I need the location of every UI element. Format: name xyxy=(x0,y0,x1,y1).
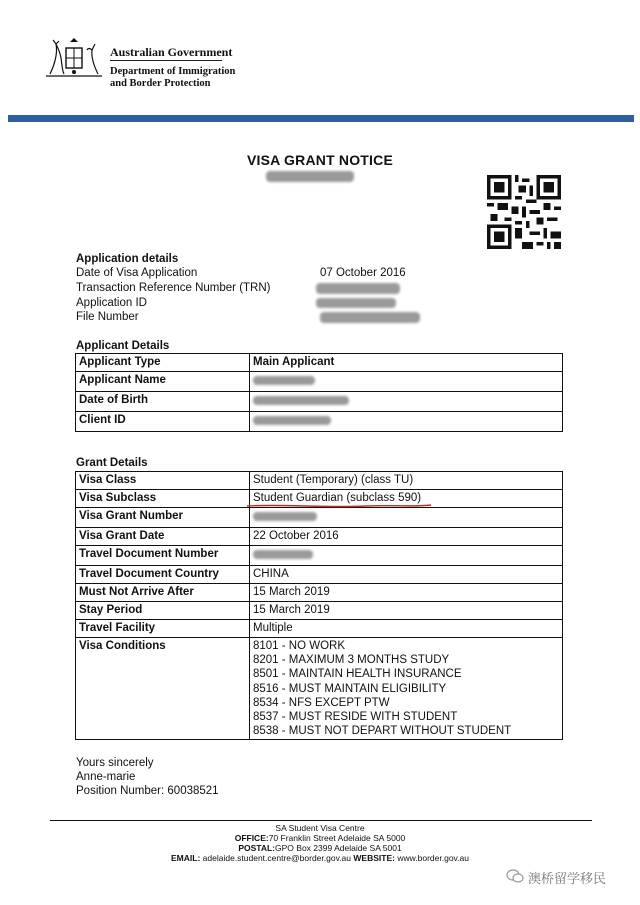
visa-grant-number-label: Visa Grant Number xyxy=(76,508,250,528)
file-number-label: File Number xyxy=(76,311,139,323)
condition-item: 8501 - MAINTAIN HEALTH INSURANCE xyxy=(253,668,462,681)
closing-text: Yours sincerely xyxy=(76,757,154,769)
must-not-arrive-after-label: Must Not Arrive After xyxy=(76,584,250,602)
table-row xyxy=(76,392,563,412)
applicant-details-heading: Applicant Details xyxy=(76,340,170,352)
table-row xyxy=(76,584,563,602)
red-underline-annotation xyxy=(246,503,432,509)
visa-subclass-value: Student Guardian (subclass 590) xyxy=(250,490,563,508)
wechat-icon xyxy=(506,868,524,884)
government-name: Australian Government xyxy=(110,45,233,59)
table-row xyxy=(76,602,563,620)
visa-class-value: Student (Temporary) (class TU) xyxy=(250,472,563,490)
redacted-client-id xyxy=(253,416,331,425)
signatory-name: Anne-marie xyxy=(76,771,136,783)
date-of-application-label: Date of Visa Application xyxy=(76,267,198,279)
condition-item: 8538 - MUST NOT DEPART WITHOUT STUDENT xyxy=(253,725,512,738)
footer-email-link[interactable]: adelaide.student.centre@border.gov.au xyxy=(202,853,352,863)
footer-postal xyxy=(0,843,640,853)
applicant-name-value xyxy=(250,372,563,392)
travel-facility-label: Travel Facility xyxy=(76,620,250,638)
client-id-value xyxy=(250,412,563,432)
travel-document-country-value: CHINA xyxy=(250,566,563,584)
applicant-name-label: Applicant Name xyxy=(76,372,250,392)
condition-item: 8201 - MAXIMUM 3 MONTHS STUDY xyxy=(253,654,450,667)
footer-website-label: WEBSITE: xyxy=(353,853,395,863)
table-row xyxy=(76,528,563,546)
redacted-file-number xyxy=(320,312,420,323)
travel-document-country-label: Travel Document Country xyxy=(76,566,250,584)
department-name-line1: Department of Immigration xyxy=(110,66,236,77)
condition-item: 8101 - NO WORK xyxy=(253,640,346,652)
must-not-arrive-after-value: 15 March 2019 xyxy=(250,584,563,602)
condition-item: 8516 - MUST MAINTAIN ELIGIBILITY xyxy=(253,682,447,695)
travel-document-number-label: Travel Document Number xyxy=(76,546,250,566)
grant-details-table xyxy=(75,471,563,740)
footer-contact xyxy=(0,853,640,863)
footer-postal-label: POSTAL: xyxy=(238,843,276,853)
table-row xyxy=(76,546,563,566)
redacted-trn xyxy=(316,283,400,294)
date-of-birth-value xyxy=(250,392,563,412)
footer-email-label: EMAIL: xyxy=(171,853,201,863)
visa-grant-date-value: 22 October 2016 xyxy=(250,528,563,546)
redacted-date-of-birth xyxy=(253,396,349,405)
table-row xyxy=(76,508,563,528)
stay-period-value: 15 March 2019 xyxy=(250,602,563,620)
application-id-label: Application ID xyxy=(76,297,147,309)
redacted-applicant-name xyxy=(253,376,315,385)
redacted-name xyxy=(266,171,354,182)
footer-divider xyxy=(50,820,592,821)
department-name-line2: and Border Protection xyxy=(110,78,211,89)
table-row xyxy=(76,566,563,584)
qr-code-icon xyxy=(487,175,561,249)
travel-document-number-value xyxy=(250,546,563,566)
redacted-grant-number xyxy=(253,512,317,521)
applicant-details-table xyxy=(75,353,563,432)
condition-item: 8534 - NFS EXCEPT PTW xyxy=(253,696,390,709)
footer-website-link[interactable]: www.border.gov.au xyxy=(397,853,469,863)
coat-of-arms-icon xyxy=(44,36,104,80)
visa-conditions-value xyxy=(250,638,563,740)
position-number: Position Number: 60038521 xyxy=(76,785,219,797)
footer-office-label: OFFICE: xyxy=(234,833,269,843)
footer-postal-address: GPO Box 2399 Adelaide SA 5001 xyxy=(275,843,402,853)
table-row xyxy=(76,412,563,432)
watermark-text: 澳桥留学移民 xyxy=(528,872,607,887)
footer-office xyxy=(0,833,640,843)
visa-subclass-label: Visa Subclass xyxy=(76,490,250,508)
table-row xyxy=(76,372,563,392)
table-row xyxy=(76,638,563,740)
travel-facility-value: Multiple xyxy=(250,620,563,638)
footer-centre-name: SA Student Visa Centre xyxy=(275,823,365,833)
trn-label: Transaction Reference Number (TRN) xyxy=(76,282,271,294)
table-row xyxy=(76,472,563,490)
footer-office-address: 70 Franklin Street Adelaide SA 5000 xyxy=(268,833,406,843)
header-divider xyxy=(110,60,222,61)
condition-item: 8537 - MUST RESIDE WITH STUDENT xyxy=(253,711,458,724)
date-of-application-value: 07 October 2016 xyxy=(320,267,406,279)
table-row xyxy=(76,620,563,638)
grant-details-heading: Grant Details xyxy=(76,457,148,469)
applicant-type-value: Main Applicant xyxy=(250,354,563,372)
header-blue-bar xyxy=(8,115,634,122)
applicant-type-label: Applicant Type xyxy=(76,354,250,372)
redacted-application-id xyxy=(316,298,396,308)
visa-class-label: Visa Class xyxy=(76,472,250,490)
table-row xyxy=(76,354,563,372)
visa-grant-date-label: Visa Grant Date xyxy=(76,528,250,546)
visa-grant-number-value xyxy=(250,508,563,528)
date-of-birth-label: Date of Birth xyxy=(76,392,250,412)
redacted-travel-document-number xyxy=(253,550,313,559)
client-id-label: Client ID xyxy=(76,412,250,432)
stay-period-label: Stay Period xyxy=(76,602,250,620)
application-details-heading: Application details xyxy=(76,253,179,265)
page-title: VISA GRANT NOTICE xyxy=(247,152,393,168)
visa-conditions-label: Visa Conditions xyxy=(76,638,250,740)
